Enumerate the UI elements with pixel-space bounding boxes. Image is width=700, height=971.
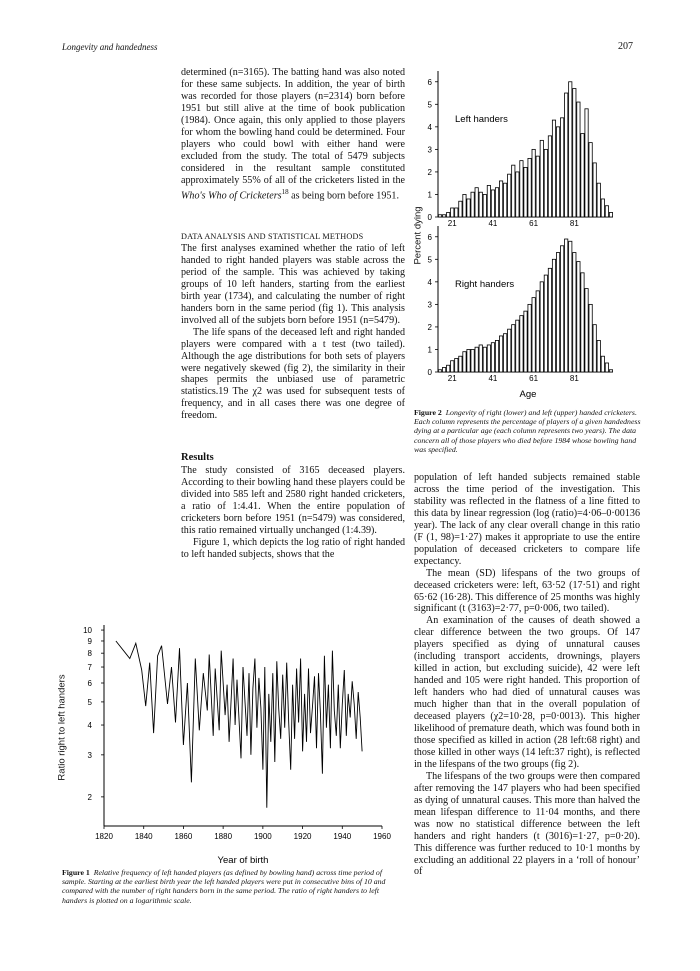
results-paragraph-1: The study consisted of 3165 deceased players. According to their bowling hand these players could be divided into 585 left and 2580 right handed cricketers, a ratio of 1:4.41. When the entire population of cricketers born before 1951 (n=5479) was considered, this ratio remained virtually unchanged (1:4.39).	[181, 465, 405, 536]
col2-paragraph-2: The mean (SD) lifespans of the two groups of deceased cricketers were: left, 63·52 (17·51) and right 65·62 (16·28). This difference of 25 months was highly significant (t (3163)=2·77, p=0·006, two tailed).	[414, 567, 640, 615]
fig1-ylabel-wrap	[52, 670, 72, 790]
histogram-bar	[483, 347, 486, 372]
histogram-bar	[508, 174, 511, 217]
intro-paragraph	[181, 67, 405, 202]
histogram-bar	[467, 349, 470, 372]
page-number: 207	[618, 41, 633, 52]
fig1-caption-label: Figure 1	[62, 868, 90, 877]
histogram-bar	[532, 149, 535, 217]
histogram-bar	[479, 345, 482, 372]
histogram-bar	[499, 336, 502, 372]
histogram-bar	[442, 367, 445, 372]
histogram-bar	[544, 149, 547, 217]
histogram-bar	[512, 165, 515, 217]
y-tick-label: 2	[427, 167, 432, 177]
histogram-bar	[601, 356, 604, 372]
methods-text	[181, 243, 405, 422]
histogram-bar	[475, 347, 478, 372]
fig1-caption	[62, 868, 404, 905]
histogram-bar	[565, 93, 568, 217]
histogram-bar	[556, 253, 559, 372]
histogram-bar	[593, 163, 596, 217]
y-tick-label: 3	[427, 145, 432, 155]
histogram-bar	[447, 365, 450, 372]
histogram-bar	[536, 156, 539, 217]
y-tick-label: 6	[427, 232, 432, 242]
fig1-caption-text: Relative frequency of left handed players (as defined by bowling hand) across time period of sample. Starting at the earliest birth year the left handed players were put in consecutive bins of 10 and compared with the number of right handers born in the same period. The ratio of right handers to left handers is plotted on a logarithmic scale.	[62, 868, 386, 905]
y-tick-label: 4	[427, 122, 432, 132]
intro-text: determined (n=3165). The batting hand was also noted for these same subjects. In addition, the year of birth was recorded for those players (n=2314) born before 1951 but still alive at the time of book publication (1984). Once again, this only applied to those players for whom the bowling hand could be determined. Four players who could bowl with either hand were excluded from the study. The total of 5479 subjects considered in the resultant sample constituted approximately 55% of all of the cricketers listed in the	[181, 67, 405, 186]
x-tick-label: 41	[488, 374, 498, 383]
histogram-bar	[508, 329, 511, 372]
histogram-bar	[540, 140, 543, 217]
histogram-bar	[483, 194, 486, 217]
y-tick-label: 5	[427, 100, 432, 110]
x-tick-label: 81	[569, 374, 579, 383]
y-tick-label: 0	[427, 368, 432, 377]
histogram-bar	[609, 212, 612, 217]
histogram-bar	[589, 304, 592, 372]
y-tick-label: 8	[87, 649, 92, 659]
histogram-bar	[605, 363, 608, 372]
methods-paragraph-1: The first analyses examined whether the ratio of left handed to right handed players was stable across the period of the sample. This was achieved by taking groups of 10 left handers, starting from the earliest birth year (1734), and calculating the number of right handers born in the same period (fig 1). This analysis involved all of the subjets born before 1951 (n=5479).	[181, 243, 405, 326]
y-tick-label: 7	[87, 663, 92, 673]
histogram-bar	[548, 268, 551, 372]
histogram-bar	[573, 253, 576, 372]
x-tick-label: 1900	[253, 832, 272, 841]
histogram-bar	[516, 172, 519, 217]
histogram-bar	[560, 118, 563, 217]
histogram-bar	[573, 89, 576, 217]
y-tick-label: 5	[427, 255, 432, 265]
histogram-bar	[524, 167, 527, 217]
x-tick-label: 1820	[95, 832, 113, 841]
histogram-bar	[552, 259, 555, 372]
histogram-bar	[487, 185, 490, 217]
y-tick-label: 1	[427, 345, 432, 355]
histogram-bar	[504, 334, 507, 372]
histogram-bar	[577, 262, 580, 372]
histogram-bar	[589, 143, 592, 217]
histogram-bar	[471, 192, 474, 217]
histogram-bar	[605, 206, 608, 217]
histogram-bar	[581, 134, 584, 217]
fig2-caption-text: Longevity of right (lower) and left (upper) handed cricketers. Each column represents the percentage of players of a given handedness dying at a particular age (each column represents two years). The data concern all of those players who died before 1984 whose bowling hand was specified.	[414, 408, 641, 454]
reference-superscript: 18	[281, 187, 289, 196]
section-heading-methods: DATA ANALYSIS AND STATISTICAL METHODS	[181, 232, 364, 241]
x-tick-label: 61	[529, 219, 539, 228]
histogram-bar	[597, 183, 600, 217]
x-tick-label: 1940	[333, 832, 352, 841]
fig1-xlabel: Year of birth	[217, 855, 269, 866]
results-paragraph-2: Figure 1, which depicts the log ratio of right handed to left handed subjects, shows that the	[181, 536, 405, 560]
y-tick-label: 5	[87, 697, 92, 707]
x-tick-label: 1860	[174, 832, 193, 841]
histogram-bar	[442, 215, 445, 217]
histogram-bar	[438, 370, 441, 372]
histogram-bar	[520, 161, 523, 217]
col2-paragraph-3: An examination of the causes of death showed a clear difference between the two groups. Of 147 players specified as dying of unnatural causes (including transport accidents, drownings, players killed in action, but excluding suicide), 42 were left handed and 105 were right handed. This proportion of left handers who had died of unnatural causes was much higher than that in the overall population of deceased players (χ2=10·28, p=0·0013). This higher likelihood of premature death, which was found both in those specified as killed in action (28 left:68 right) and those killed in other ways (14 left:37 right), is reflected in the lifespans of the two groups (fig 2).	[414, 615, 640, 770]
histogram-bar	[491, 190, 494, 217]
histogram-bar	[532, 298, 535, 372]
fig2-caption	[414, 408, 644, 454]
histogram-bar	[601, 199, 604, 217]
histogram-bar	[520, 316, 523, 372]
col2-paragraph-4: The lifespans of the two groups were then compared after removing the 147 players who had been specified as dying of unnatural causes. This more than halved the mean lifespan difference to 11·04 months, and there was now no statistical difference between the left handers and right handers (t (3016)=1·27, p=0·20). This difference was further reduced to 10·1 months by excluding an additional 22 players in a ‘roll of honour’ of	[414, 770, 640, 878]
histogram-bar	[569, 82, 572, 217]
col2-text	[414, 472, 640, 878]
fig2-ylabel: Percent dying	[412, 206, 424, 265]
x-tick-label: 1840	[134, 832, 153, 841]
histogram-bar	[528, 158, 531, 217]
histogram-bar	[585, 289, 588, 372]
x-tick-label: 1920	[293, 832, 312, 841]
histogram-bar	[455, 358, 458, 372]
ratio-series-line	[116, 641, 362, 808]
x-tick-label: 21	[447, 374, 457, 383]
histogram-bar	[609, 370, 612, 372]
x-tick-label: 1960	[373, 832, 391, 841]
y-tick-label: 4	[87, 721, 92, 731]
histogram-bar	[455, 208, 458, 217]
histogram-bar	[495, 340, 498, 372]
histogram-bar	[467, 199, 470, 217]
x-tick-label: 81	[569, 219, 579, 228]
histogram-bar	[459, 356, 462, 372]
histogram-bar	[540, 282, 543, 372]
histogram-bar	[556, 127, 559, 217]
histogram-bar	[475, 188, 478, 217]
histogram-bar	[491, 343, 494, 372]
col1-intro	[181, 67, 405, 202]
right-handers-histogram	[428, 226, 613, 400]
histogram-bar	[581, 273, 584, 372]
ratio-line-chart	[83, 625, 391, 866]
histogram-bar	[524, 311, 527, 372]
histogram-bar	[459, 201, 462, 217]
histogram-bar	[471, 349, 474, 372]
fig1-ylabel: Ratio right to left handers	[56, 674, 68, 781]
left-handers-histogram	[428, 71, 613, 228]
figure-1	[56, 615, 406, 875]
x-tick-label: 21	[447, 219, 457, 228]
y-tick-label: 10	[83, 626, 92, 636]
results-text	[181, 465, 405, 561]
book-title: Who's Who of Cricketers	[181, 189, 282, 201]
col2-paragraph-1: population of left handed subjects remained stable across the time period of the investigation. This stability was reflected in the flatness of a line fitted to this data by linear regression (log (ratio)=4·06–0·00136 year). The lack of any clear overall change in this ratio (F (1, 98)=1·27) makes it appropriate to use the entire population of deceased cricketers to compare life expectancy.	[414, 472, 640, 567]
y-tick-label: 4	[427, 277, 432, 287]
histogram-bar	[495, 188, 498, 217]
histogram-bar	[463, 352, 466, 372]
x-tick-label: 1880	[214, 832, 233, 841]
histogram-bar	[552, 120, 555, 217]
histogram-bar	[499, 181, 502, 217]
y-tick-label: 6	[427, 77, 432, 87]
y-tick-label: 6	[87, 679, 92, 689]
fig2-ylabel-wrap	[407, 206, 429, 270]
histogram-bar	[516, 320, 519, 372]
intro-text-end: as being born before 1951.	[288, 189, 400, 201]
histogram-bar	[463, 194, 466, 217]
y-tick-label: 2	[87, 792, 92, 802]
fig2-xlabel: Age	[519, 389, 537, 400]
histogram-bar	[447, 212, 450, 217]
figure-2	[408, 62, 648, 407]
histogram-bar	[569, 241, 572, 372]
y-tick-label: 3	[87, 750, 92, 760]
y-tick-label: 2	[427, 322, 432, 332]
histogram-bar	[528, 304, 531, 372]
series-label: Left handers	[455, 114, 508, 125]
x-tick-label: 41	[488, 219, 498, 228]
histogram-bar	[451, 361, 454, 372]
histogram-bar	[504, 183, 507, 217]
histogram-bar	[548, 136, 551, 217]
fig2-caption-label: Figure 2	[414, 408, 442, 417]
methods-paragraph-2: The life spans of the deceased left and right handed players were compared with a t test (two tailed). Although the age distributions for both sets of players were negatively skewed (fig 2), the similarity in their shapes permits the unbiased use of parametric statistics.19 The χ2 was used for subsequent tests of frequency, and in all cases there was one degree of freedom.	[181, 326, 405, 422]
histogram-bar	[451, 208, 454, 217]
histogram-bar	[597, 340, 600, 372]
running-head: Longevity and handedness	[62, 42, 158, 52]
histogram-bar	[512, 325, 515, 372]
histogram-bar	[544, 275, 547, 372]
histogram-bar	[487, 345, 490, 372]
y-tick-label: 3	[427, 300, 432, 310]
y-tick-label: 0	[427, 213, 432, 222]
histogram-bar	[565, 239, 568, 372]
histogram-bar	[438, 215, 441, 217]
x-tick-label: 61	[529, 374, 539, 383]
y-tick-label: 1	[427, 190, 432, 200]
y-tick-label: 9	[87, 636, 92, 646]
histogram-bar	[560, 246, 563, 372]
histogram-bar	[585, 109, 588, 217]
histogram-bar	[593, 325, 596, 372]
series-label: Right handers	[455, 279, 515, 290]
results-heading: Results	[181, 452, 214, 463]
histogram-bar	[479, 192, 482, 217]
histogram-bar	[536, 291, 539, 372]
histogram-bar	[577, 102, 580, 217]
